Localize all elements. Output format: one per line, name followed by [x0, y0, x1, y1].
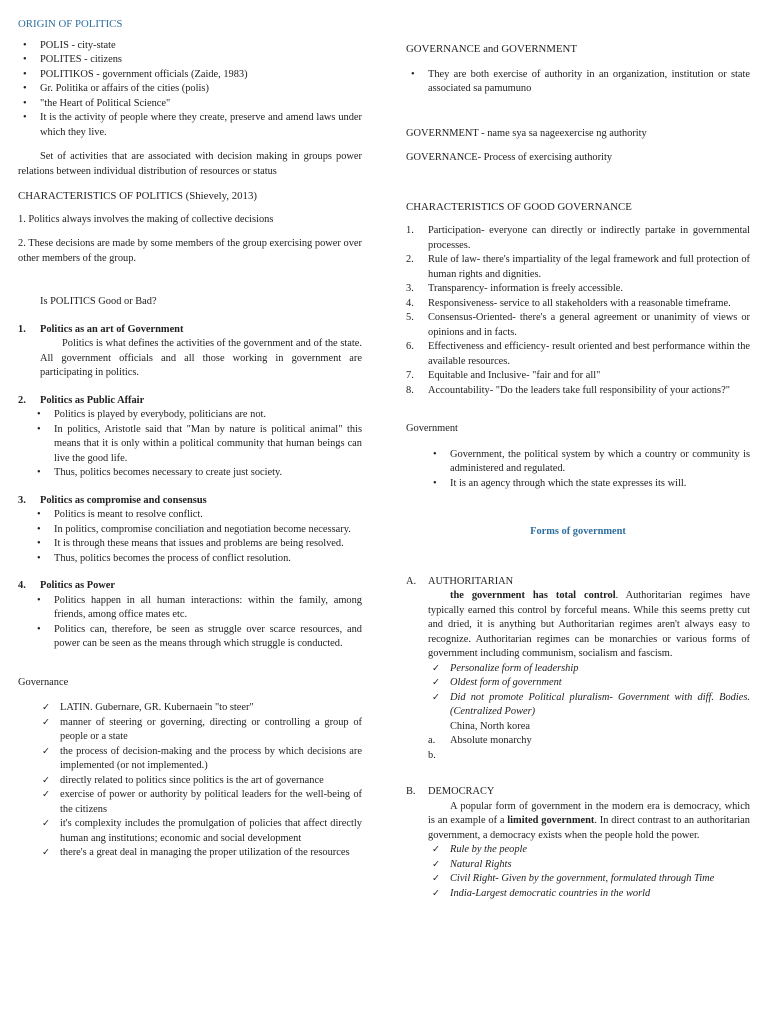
government-title: Government	[406, 423, 458, 434]
section-1-text: Politics is what defines the activities of the government and of the state. All government officials and all those working in government are participating in politics.	[40, 338, 362, 378]
item-text: Effectiveness and efficiency- result oriented and best performance within the available resources.	[428, 341, 750, 367]
paragraph-text: . Authoritarian regimes have typically earned this control by forceful means. While this seems pretty cut and dried, it is anything but Authoritarian regimes aren't always easy to recognize. Authoritarian regimes can be monarchies or various forms of government including communism, socialism and fascism.	[428, 590, 750, 659]
section-number: 2.	[18, 394, 26, 406]
list-item: ✓ Natural Rights	[428, 858, 750, 873]
list-item: • "the Heart of Political Science"	[18, 97, 362, 112]
paragraph-text: A popular form of government in the modern era is democracy, which is an example of a	[428, 800, 750, 826]
characteristic-2: 2. These decisions are made by some members of the group exercising power over other members of the group.	[18, 238, 362, 264]
authoritarian-checks	[406, 662, 750, 720]
list-item	[406, 311, 750, 340]
cgg-title: CHARACTERISTICS OF GOOD GOVERNANCE	[406, 200, 632, 213]
section-1-heading	[18, 323, 362, 338]
democracy-heading	[406, 785, 750, 800]
right-column	[406, 14, 750, 901]
item-number: 1.	[406, 225, 414, 236]
governance-definition: GOVERNANCE- Process of exercising authority	[406, 152, 613, 163]
sub-letter: a.	[428, 735, 436, 746]
list-item: ✓ it's complexity includes the promulgation of policies that affect directly human ang institutions; economic and social development	[38, 817, 362, 846]
item-text: Consensus-Oriented- there's a general agreement or unanimity of views or opinions and in facts.	[428, 312, 750, 338]
gg-title: GOVERNANCE and GOVERNMENT	[406, 43, 577, 55]
section-letter: B.	[406, 786, 416, 797]
list-item: • POLITIKOS - government officials (Zaide, 1983)	[18, 68, 362, 83]
list-item: ✓ Oldest form of government	[428, 676, 750, 691]
authoritarian-heading	[406, 575, 750, 590]
list-item: • Gr. Politika or affairs of the cities (polis)	[18, 82, 362, 97]
characteristic-1: 1. Politics always involves the making of collective decisions	[18, 213, 274, 225]
list-item: ✓ Personalize form of leadership	[428, 662, 750, 677]
list-item: • Thus, politics becomes necessary to create just society.	[32, 466, 362, 481]
government-list	[406, 448, 750, 492]
government-definition: GOVERNMENT - name sya sa nageexercise ng authority	[406, 127, 647, 139]
list-item: • Thus, politics becomes the process of conflict resolution.	[32, 552, 362, 567]
section-letter: A.	[406, 575, 417, 587]
item-number: 2.	[406, 254, 414, 265]
sub-item-a	[406, 734, 750, 749]
list-item	[406, 253, 750, 282]
list-item: ✓ LATIN. Gubernare, GR. Kubernaein "to steer"	[38, 701, 362, 716]
list-item	[406, 369, 750, 384]
cgg-list	[406, 224, 750, 398]
section-4-heading	[18, 579, 362, 594]
list-item: • They are both exercise of authority in an organization, institution or state associated sa pamumuno	[406, 68, 750, 97]
section-title: Politics as an art of Government	[40, 323, 184, 335]
democracy-checks	[406, 843, 750, 901]
section-3-heading	[18, 494, 362, 509]
forms-title: Forms of government	[530, 526, 626, 537]
list-item: ✓ Did not promote Political pluralism- Government with diff. Bodies. (Centralized Power)	[428, 691, 750, 720]
item-number: 6.	[406, 341, 414, 352]
list-item: • Politics happen in all human interactions: within the family, among friends, among office mates etc.	[32, 594, 362, 623]
list-item	[406, 224, 750, 253]
origin-title: ORIGIN OF POLITICS	[18, 18, 123, 30]
section-3-list	[18, 508, 362, 566]
good-or-bad-heading: Is POLITICS Good or Bad?	[40, 296, 157, 307]
list-item: ✓ the process of decision-making and the process by which decisions are implemented (or not implemented.)	[38, 745, 362, 774]
left-column	[18, 14, 362, 861]
item-number: 4.	[406, 297, 414, 309]
governance-list	[18, 701, 362, 861]
authoritarian-examples: China, North korea	[450, 720, 530, 732]
item-text: Transparency- information is freely accessible.	[428, 283, 623, 294]
paragraph-text: . In direct contrast to an authoritarian government, a democracy exists when the people hold the power.	[428, 815, 750, 841]
section-title: DEMOCRACY	[428, 786, 495, 797]
sub-text: Absolute monarchy	[450, 735, 532, 746]
gg-list	[406, 68, 750, 97]
list-item: ✓ exercise of power or authority by political leaders for the well-being of the citizens	[38, 788, 362, 817]
sub-letter: b.	[428, 749, 436, 761]
section-title: Politics as Power	[40, 580, 116, 591]
item-text: Participation- everyone can directly or indirectly partake in governmental processes.	[428, 225, 750, 251]
list-item: ✓ India-Largest democratic countries in the world	[428, 887, 750, 902]
bold-phrase: the government has total control	[450, 590, 616, 601]
governance-title: Governance	[18, 676, 69, 688]
bold-phrase: limited government	[507, 815, 595, 826]
item-text: Responsiveness- service to all stakeholders with a reasonable timeframe.	[428, 297, 731, 309]
section-title: Politics as compromise and consensus	[40, 494, 207, 506]
list-item: ✓ directly related to politics since politics is the art of governance	[38, 774, 362, 789]
item-text: Equitable and Inclusive- "fair and for all"	[428, 370, 601, 381]
section-2-list	[18, 408, 362, 481]
set-of-activities-paragraph: Set of activities that are associated with decision making in groups power relations between individual distribution of resources or status	[18, 151, 362, 177]
section-number: 3.	[18, 494, 26, 506]
list-item: • Government, the political system by which a country or community is administered and regulated.	[428, 448, 750, 477]
section-title: Politics as Public Affair	[40, 394, 145, 406]
item-number: 5.	[406, 312, 414, 323]
section-4-list	[18, 594, 362, 652]
section-number: 4.	[18, 580, 26, 591]
list-item: • Politics is meant to resolve conflict.	[32, 508, 362, 523]
list-item: ✓ Rule by the people	[428, 843, 750, 858]
list-item	[406, 340, 750, 369]
list-item	[406, 297, 750, 312]
item-number: 7.	[406, 370, 414, 381]
characteristics-title: CHARACTERISTICS OF POLITICS (Shievely, 2013)	[18, 190, 257, 202]
item-number: 8.	[406, 384, 414, 396]
list-item: • It is the activity of people where they create, preserve and amend laws under which they live.	[18, 111, 362, 140]
origin-list	[18, 39, 362, 141]
list-item: ✓ manner of steering or governing, directing or controlling a group of people or a state	[38, 716, 362, 745]
list-item: • Politics can, therefore, be seen as struggle over scarce resources, and power can be seen as the means through which struggle is conducted.	[32, 623, 362, 652]
section-2-heading	[18, 394, 362, 409]
list-item: ✓ there's a great deal in managing the proper utilization of the resources	[38, 846, 362, 861]
authoritarian-paragraph	[406, 589, 750, 662]
item-text: Rule of law- there's impartiality of the legal framework and full protection of human rights and dignities.	[428, 254, 750, 280]
list-item: ✓ Civil Right- Given by the government, formulated through Time	[428, 872, 750, 887]
list-item: • Politics is played by everybody, politicians are not.	[32, 408, 362, 423]
democracy-paragraph	[406, 800, 750, 844]
item-text: Accountability- "Do the leaders take full responsibility of your actions?"	[428, 384, 730, 396]
list-item	[406, 384, 750, 399]
list-item: • In politics, compromise conciliation and negotiation become necessary.	[32, 523, 362, 538]
section-number: 1.	[18, 323, 26, 335]
list-item: • In politics, Aristotle said that "Man by nature is political animal" this means that it is only within a political community that human beings can live the good life.	[32, 423, 362, 467]
list-item: • POLITES - citizens	[18, 53, 362, 68]
section-title: AUTHORITARIAN	[428, 575, 514, 587]
list-item	[406, 282, 750, 297]
list-item: • It is through these means that issues and problems are being resolved.	[32, 537, 362, 552]
item-number: 3.	[406, 283, 414, 294]
list-item: • It is an agency through which the state expresses its will.	[428, 477, 750, 492]
list-item: • POLIS - city-state	[18, 39, 362, 54]
sub-item-b	[406, 749, 750, 764]
